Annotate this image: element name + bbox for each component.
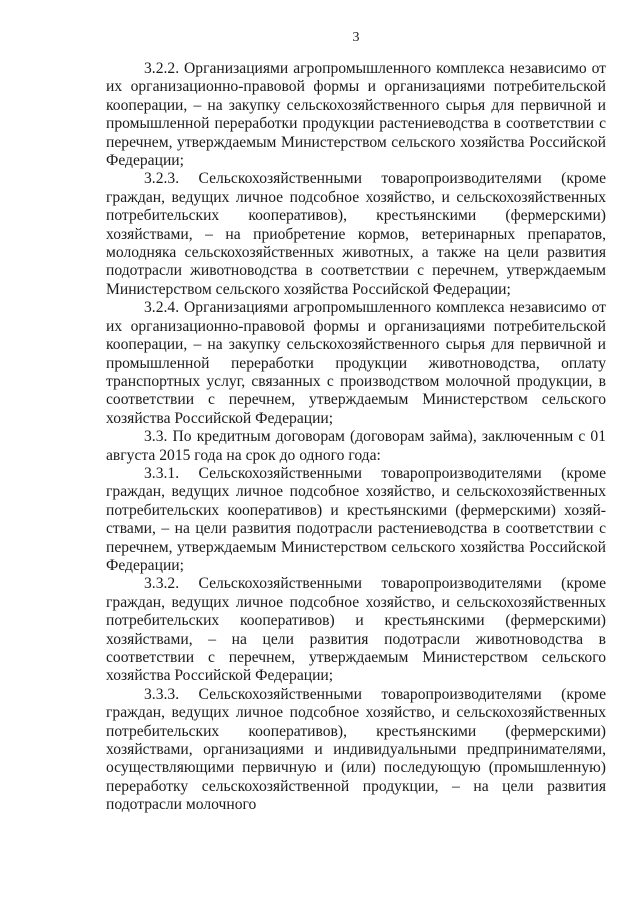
paragraph-3-3-2: 3.3.2. Сельскохозяйственными товаропроизводителями (кроме граждан, ведущих личное подсобное хозяйство, и сельскохозяйственных потребительских кооперативов) и крестьянскими (фермерскими) хозяйствами, – на цели развития подотрасли животноводства в соответствии с перечнем, утверждаемым Министерством сельского хозяйства Российской Федерации; (106, 575, 606, 685)
page-number: 3 (352, 30, 360, 45)
paragraph-3-2-4: 3.2.4. Организациями агропромышленного комплекса независимо от их организационно-правовой формы и организациями потребительской кооперации, – на закупку сельскохозяйственного сырья для первичной и промышленной переработки продукции животноводства, оплату транспортных услуг, связанных с производством молочной продукции, в соответствии с перечнем, утверждаемым Министерством сельского хозяйства Российской Федерации; (106, 299, 606, 427)
paragraph-3-3-3: 3.3.3. Сельскохозяйственными товаропроизводителями (кроме граждан, ведущих личное подсобное хозяйство, и сельскохозяйственных потребительских кооперативов), крестьянскими (фермерскими) хозяйствами, организациями и индивидуальными предпринимателями, осуществляющими первичную и (или) последующую (промышленную) переработку сельскохозяйственной продукции, – на цели развития подотрасли молочного (106, 685, 606, 814)
paragraph-3-2-3: 3.2.3. Сельскохозяйственными товаропроизводителями (кроме граждан, ведущих личное подсобное хозяйство, и сельскохозяйственных потребительских кооперативов), крестьянскими (фермерскими) хозяйствами, – на приобретение кормов, ветеринарных препаратов, молодняка сельскохозяйственных животных, а также на цели развития подотрасли животноводства в соответствии с перечнем, утверждаемым Министерством сельского хозяйства Российской Федерации; (106, 170, 606, 298)
paragraph-3-2-2: 3.2.2. Организациями агропромышленного комплекса независимо от их организационно-правовой формы и организациями потребительской кооперации, – на закупку сельскохозяйственного сырья для первичной и промышленной переработки продукции растениеводства в соответствии с перечнем, утверждаемым Министерством сельского хозяйства Российской Федерации; (106, 60, 606, 170)
document-body (106, 60, 606, 815)
paragraph-3-3-1: 3.3.1. Сельскохозяйственными товаропроизводителями (кроме граждан, ведущих личное подсобное хозяйство, и сельскохозяйственных потребительских кооперативов) и крестьянскими (фермерскими) хозяйствами, – на цели развития подотрасли растениеводства в соответствии с перечнем, утверждаемым Министерством сельского хозяйства Российской Федерации; (106, 464, 606, 574)
paragraph-3-3: 3.3. По кредитным договорам (договорам займа), заключенным с 01 августа 2015 года на срок до одного года: (106, 428, 606, 464)
